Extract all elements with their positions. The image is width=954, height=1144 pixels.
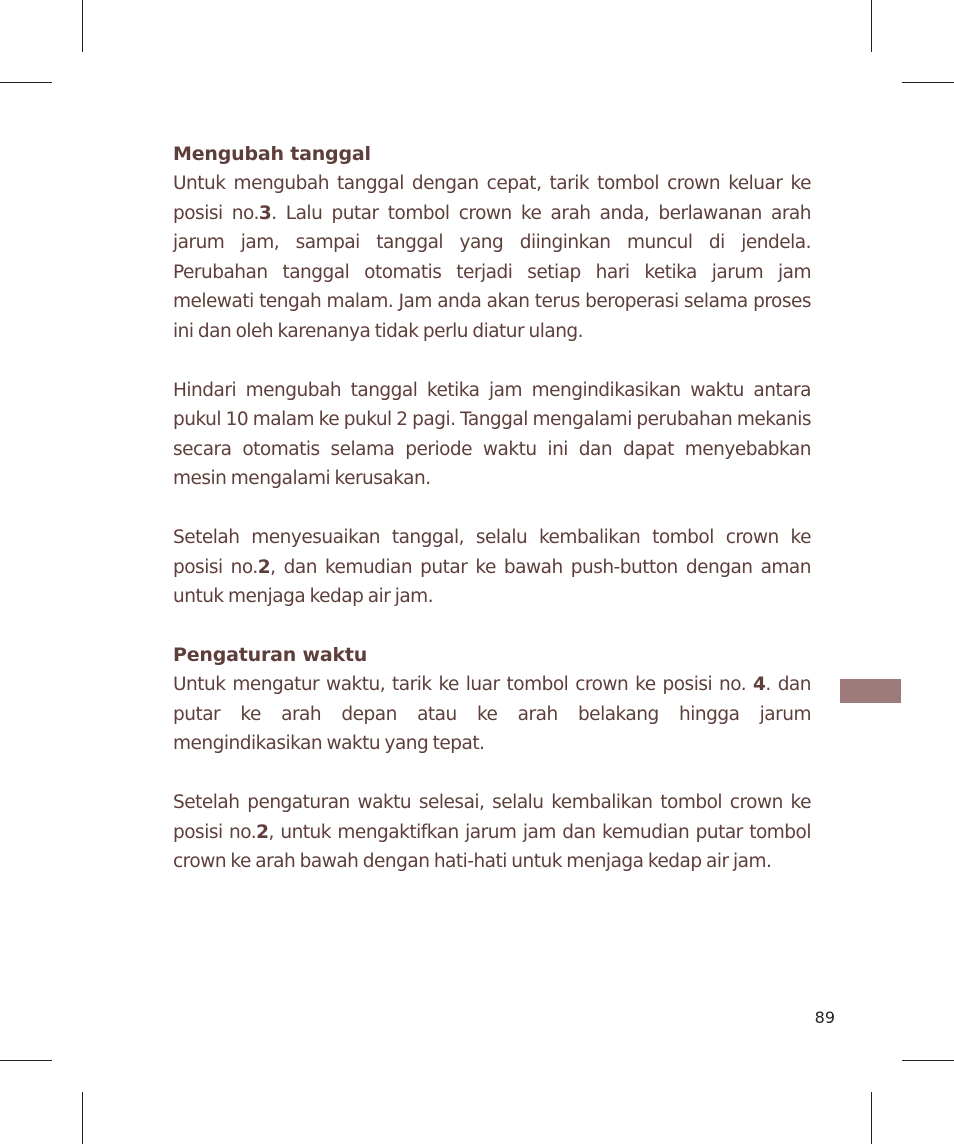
crop-mark-top-right-horizontal	[902, 82, 954, 83]
text-segment: , dan kemudian putar ke bawah push-button dengan aman untuk menjaga kedap air jam.	[173, 556, 811, 607]
crop-mark-bottom-left-horizontal	[0, 1060, 52, 1061]
paragraph-time-set	[173, 670, 811, 759]
text-segment: Setelah menyesuaikan tanggal, selalu kembalikan tombol crown ke posisi no.	[173, 527, 811, 578]
text-segment: Setelah pengaturan waktu selesai, selalu kembalikan tombol crown ke posisi no.	[173, 792, 811, 843]
section-tab-marker	[840, 679, 901, 703]
text-segment: . Lalu putar tombol crown ke arah anda, berlawanan arah jarum jam, sampai tanggal yang diinginkan muncul di jendela. Perubahan tanggal otomatis terjadi setiap hari ketika jarum jam melewati tengah malam. Jam anda akan terus beroperasi selama proses ini dan oleh karenanya tidak perlu diatur ulang.	[173, 202, 811, 342]
section-heading-date: Mengubah tanggal	[173, 143, 371, 165]
text-segment: , untuk mengaktifkan jarum jam dan kemudian putar tombol crown ke arah bawah dengan hati-hati untuk menjaga kedap air jam.	[173, 821, 811, 872]
crop-mark-bottom-left-vertical	[82, 1092, 83, 1144]
crop-mark-top-right-vertical	[871, 0, 872, 52]
crop-mark-bottom-right-vertical	[871, 1092, 872, 1144]
page-number: 89	[814, 1008, 835, 1027]
position-number: 4	[753, 674, 766, 695]
paragraph-date-change	[173, 169, 811, 346]
paragraph-date-after	[173, 523, 811, 612]
crop-mark-bottom-right-horizontal	[902, 1060, 954, 1061]
paragraph-date-warning: Hindari mengubah tanggal ketika jam mengindikasikan waktu antara pukul 10 malam ke pukul 2 pagi. Tanggal mengalami perubahan mekanis secara otomatis selama periode waktu ini dan dapat menyebabkan mesin mengalami kerusakan.	[173, 379, 811, 489]
text-segment: . dan putar ke arah depan atau ke arah belakang hingga jarum mengindikasikan waktu yang tepat.	[173, 674, 811, 754]
text-segment: Untuk mengatur waktu, tarik ke luar tombol crown ke posisi no.	[173, 674, 754, 695]
paragraph-time-after	[173, 788, 811, 877]
position-number: 2	[256, 821, 269, 843]
crop-mark-top-left-vertical	[82, 0, 83, 52]
text-segment: Untuk mengubah tanggal dengan cepat, tarik tombol crown keluar ke posisi no.	[173, 173, 811, 224]
page-content	[173, 140, 811, 877]
position-number: 2	[257, 556, 271, 578]
section-heading-time: Pengaturan waktu	[173, 644, 368, 666]
crop-mark-top-left-horizontal	[0, 82, 52, 83]
position-number: 3	[258, 202, 272, 224]
